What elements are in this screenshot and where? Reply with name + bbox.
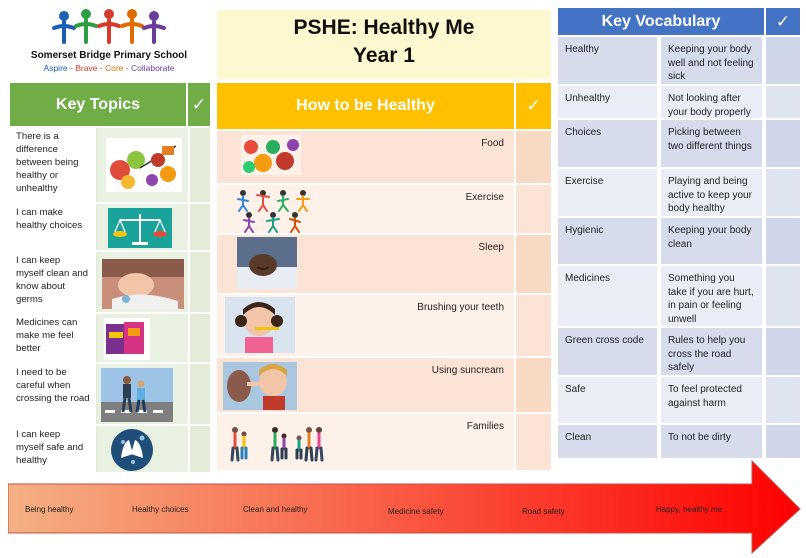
key-topic-text: I can keep myself clean and know about germs <box>10 252 98 312</box>
healthy-item-label: Sleep <box>478 242 504 253</box>
healthy-row <box>217 295 551 358</box>
vocabulary-term: Hygienic <box>558 218 659 264</box>
vocabulary-checkbox[interactable] <box>766 120 800 167</box>
vocabulary-row <box>558 37 800 86</box>
people-exercising-picture <box>235 187 319 233</box>
healthy-item-checkbox[interactable] <box>516 131 551 183</box>
healthy-item-label: Brushing your teeth <box>417 302 504 313</box>
key-topic-text: I can make healthy choices <box>10 204 98 250</box>
motto-core: Core <box>104 63 124 73</box>
vocabulary-definition: Picking between two different things <box>661 120 764 167</box>
healthy-row <box>217 235 551 295</box>
school-motto: Aspire - Brave - Core - Collaborate <box>43 63 175 73</box>
child-brushing-teeth-picture <box>225 297 295 353</box>
family-groups-picture <box>227 424 331 464</box>
key-topics-heading: Key Topics <box>10 83 186 126</box>
vocabulary-term: Exercise <box>558 169 659 216</box>
key-vocabulary-heading: Key Vocabulary <box>558 8 764 35</box>
how-to-be-healthy-heading: How to be Healthy <box>217 83 514 129</box>
vocabulary-checkbox[interactable] <box>766 425 800 458</box>
how-to-be-healthy-tick-icon: ✓ <box>516 83 551 129</box>
vocabulary-row <box>558 120 800 169</box>
key-topic-row <box>10 364 210 426</box>
journey-step: Being healthy <box>25 505 74 514</box>
vocabulary-row <box>558 266 800 328</box>
healthy-item-label: Families <box>466 421 504 432</box>
vocabulary-term: Green cross code <box>558 328 659 375</box>
healthy-item-checkbox[interactable] <box>516 235 551 293</box>
motto-collaborate: Collaborate <box>130 63 175 73</box>
vocabulary-row <box>558 328 800 377</box>
vocabulary-definition: Playing and being active to keep your body healthy <box>661 169 764 216</box>
key-vocabulary-tick-icon: ✓ <box>766 8 800 35</box>
vocabulary-row <box>558 425 800 460</box>
school-name: Somerset Bridge Primary School <box>30 50 188 61</box>
vocabulary-term: Choices <box>558 120 659 167</box>
motto-brave: Brave <box>75 63 98 73</box>
vocabulary-term: Safe <box>558 377 659 423</box>
vocabulary-definition: Keeping your body well and not feeling sick <box>661 37 764 84</box>
school-logo <box>10 4 208 80</box>
healthy-item-checkbox[interactable] <box>516 358 551 412</box>
vocabulary-checkbox[interactable] <box>766 86 800 118</box>
child-sleeping-picture <box>237 237 297 289</box>
vocabulary-row <box>558 377 800 425</box>
page-title <box>217 10 551 79</box>
healthy-row <box>217 185 551 235</box>
healthy-row <box>217 358 551 414</box>
vocabulary-row <box>558 86 800 120</box>
balance-scale-picture <box>100 204 186 250</box>
key-topic-text: I need to be careful when crossing the road <box>10 364 98 424</box>
key-topic-checkbox[interactable] <box>188 128 210 202</box>
vocabulary-checkbox[interactable] <box>766 328 800 375</box>
journey-step: Happy, healthy me <box>656 505 723 514</box>
healthy-item-label: Using suncream <box>431 365 504 376</box>
vocabulary-definition: Keeping your body clean <box>661 218 764 264</box>
vocabulary-definition: To feel protected against harm <box>661 377 764 423</box>
key-topic-checkbox[interactable] <box>188 364 210 424</box>
key-topic-row <box>10 128 210 204</box>
journey-step: Medicine safety <box>388 507 444 516</box>
learning-journey-arrow <box>8 459 802 555</box>
vocabulary-checkbox[interactable] <box>766 218 800 264</box>
vocabulary-checkbox[interactable] <box>766 266 800 326</box>
vocabulary-term: Unhealthy <box>558 86 659 118</box>
key-topic-checkbox[interactable] <box>188 204 210 250</box>
applying-suncream-picture <box>223 362 297 410</box>
vocabulary-checkbox[interactable] <box>766 377 800 423</box>
vocabulary-definition: Not looking after your body properly <box>661 86 764 118</box>
key-topic-checkbox[interactable] <box>188 252 210 312</box>
vocabulary-term: Healthy <box>558 37 659 84</box>
vocabulary-definition: Rules to help you cross the road safely <box>661 328 764 375</box>
vocabulary-row <box>558 218 800 266</box>
key-topics-tick-icon: ✓ <box>188 83 210 126</box>
key-topic-text: I can keep myself safe and healthy <box>10 426 98 472</box>
healthy-item-checkbox[interactable] <box>516 185 551 233</box>
key-topic-row <box>10 252 210 314</box>
crossing-road-picture <box>100 364 186 424</box>
vocabulary-checkbox[interactable] <box>766 37 800 84</box>
food-choices-picture <box>100 128 186 202</box>
vocabulary-row <box>558 169 800 218</box>
motto-aspire: Aspire <box>43 63 68 73</box>
key-topic-text: Medicines can make me feel better <box>10 314 98 362</box>
washing-face-picture <box>100 252 186 312</box>
title-line-1: PSHE: Healthy Me <box>293 16 475 39</box>
key-topic-row <box>10 204 210 252</box>
healthy-row <box>217 131 551 185</box>
key-topic-text: There is a difference between being healthy or unhealthy <box>10 128 98 202</box>
journey-step: Clean and healthy <box>243 505 308 514</box>
journey-step: Road safety <box>522 507 565 516</box>
healthy-item-checkbox[interactable] <box>516 295 551 356</box>
healthy-item-label: Exercise <box>465 192 504 203</box>
vocabulary-checkbox[interactable] <box>766 169 800 216</box>
medicine-boxes-picture <box>100 314 186 362</box>
vocabulary-definition: Something you take if you are hurt, in pain or feeling unwell <box>661 266 764 326</box>
vocabulary-term: Medicines <box>558 266 659 326</box>
title-line-2: Year 1 <box>353 44 415 67</box>
healthy-item-label: Food <box>481 138 504 149</box>
key-topic-checkbox[interactable] <box>188 314 210 362</box>
school-figures-icon <box>50 6 168 48</box>
fruit-and-vegetables-picture <box>241 135 301 175</box>
key-topic-row <box>10 314 210 364</box>
vocabulary-definition: To not be dirty <box>661 425 764 458</box>
vocabulary-term: Clean <box>558 425 659 458</box>
journey-step: Healthy choices <box>132 505 189 514</box>
